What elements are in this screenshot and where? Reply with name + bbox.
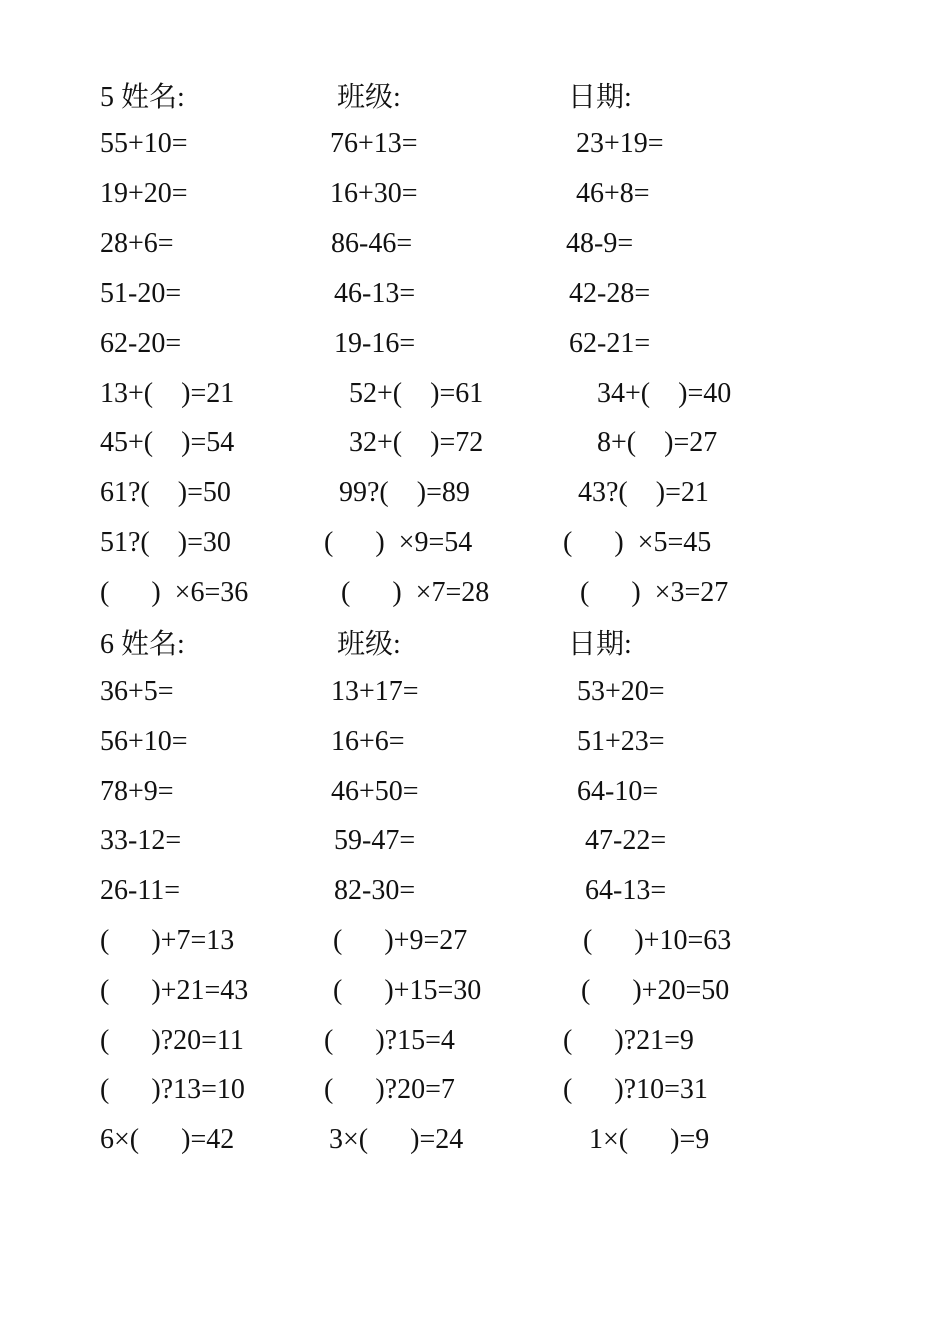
class-label: 班级: [337,629,401,660]
problem: 42-28= [569,278,651,309]
problem: 23+19= [576,128,664,159]
problem: ( )?21=9 [563,1025,694,1056]
problem: 53+20= [577,676,665,707]
class-label: 班级: [337,82,401,113]
problem: 8+( )=27 [597,427,718,458]
problem: 6×( )=42 [100,1124,235,1155]
problem: 99?( )=89 [339,477,470,508]
problem: 33-12= [100,825,182,856]
problem: ( )+21=43 [100,975,249,1006]
date-label: 日期: [568,629,632,660]
problem: ( ) ×7=28 [341,577,490,608]
problem: 51-20= [100,278,182,309]
problem: 1×( )=9 [589,1124,710,1155]
problem: 28+6= [100,228,174,259]
problem: 46-13= [334,278,416,309]
problem: 36+5= [100,676,174,707]
problem: 59-47= [334,825,416,856]
problem: 64-13= [585,875,667,906]
date-label: 日期: [568,82,632,113]
problem: 76+13= [330,128,418,159]
problem: ( )+20=50 [581,975,730,1006]
problem: 46+8= [576,178,650,209]
problem: 82-30= [334,875,416,906]
problem: ( )+9=27 [333,925,468,956]
problem: 19-16= [334,328,416,359]
problem: ( ) ×3=27 [580,577,729,608]
problem: 62-21= [569,328,651,359]
problem: 32+( )=72 [349,427,484,458]
problem: 61?( )=50 [100,477,231,508]
problem: 43?( )=21 [578,477,709,508]
problem: 47-22= [585,825,667,856]
problem: 16+6= [331,726,405,757]
problem: 51+23= [577,726,665,757]
problem: 86-46= [331,228,413,259]
problem: ( )+15=30 [333,975,482,1006]
problem: 78+9= [100,776,174,807]
problem: 55+10= [100,128,188,159]
problem: 34+( )=40 [597,378,732,409]
problem: 19+20= [100,178,188,209]
problem: ( )+7=13 [100,925,235,956]
name-label: 6 姓名: [100,629,185,660]
problem: 45+( )=54 [100,427,235,458]
problem: 13+17= [331,676,419,707]
problem: ( )?20=11 [100,1025,244,1056]
problem: ( )?10=31 [563,1074,708,1105]
problem: ( )?13=10 [100,1074,245,1105]
problem: ( ) ×9=54 [324,527,473,558]
name-label: 5 姓名: [100,82,185,113]
problem: 26-11= [100,875,181,906]
problem: 46+50= [331,776,419,807]
problem: ( ) ×5=45 [563,527,712,558]
problem: 3×( )=24 [329,1124,464,1155]
problem: ( ) ×6=36 [100,577,249,608]
problem: ( )?20=7 [324,1074,455,1105]
problem: ( )+10=63 [583,925,732,956]
problem: 48-9= [566,228,634,259]
problem: 51?( )=30 [100,527,231,558]
problem: ( )?15=4 [324,1025,455,1056]
problem: 16+30= [330,178,418,209]
problem: 13+( )=21 [100,378,235,409]
problem: 52+( )=61 [349,378,484,409]
problem: 62-20= [100,328,182,359]
problem: 64-10= [577,776,659,807]
problem: 56+10= [100,726,188,757]
